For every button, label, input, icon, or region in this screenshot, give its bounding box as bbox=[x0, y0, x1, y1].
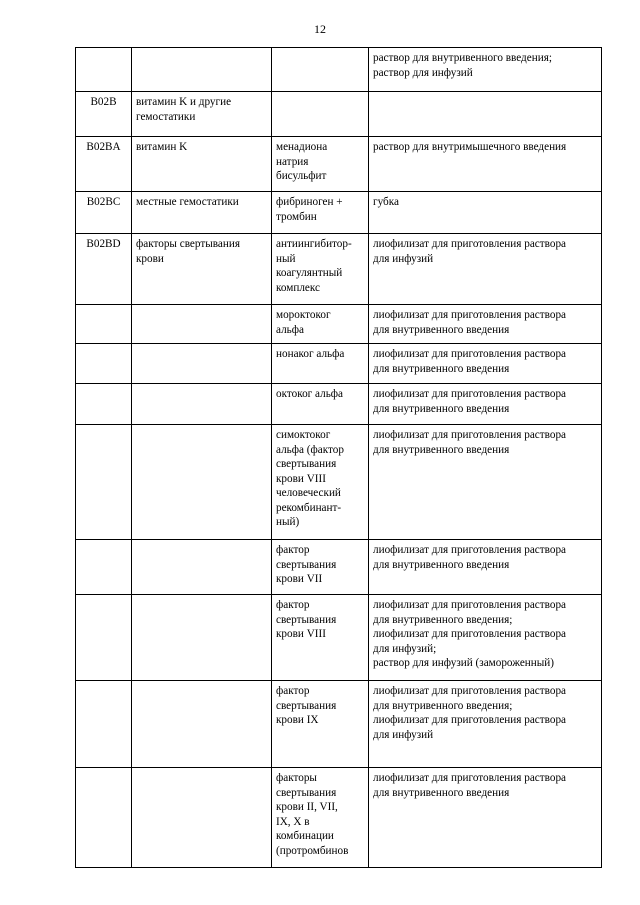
table-row bbox=[76, 305, 602, 344]
dosage-form: лиофилизат для приготовления раствора для внутривенного введения bbox=[369, 540, 602, 595]
group-name: витамин K bbox=[132, 137, 272, 192]
drug-name: антиингибитор- ный коагулянтный комплекс bbox=[272, 234, 369, 305]
table-row bbox=[76, 48, 602, 92]
group-name bbox=[132, 540, 272, 595]
drug-name: фибриноген + тромбин bbox=[272, 192, 369, 234]
atc-code bbox=[76, 540, 132, 595]
drug-name: фактор свертывания крови VII bbox=[272, 540, 369, 595]
drug-name: нонаког альфа bbox=[272, 344, 369, 384]
table-row bbox=[76, 595, 602, 681]
table-row bbox=[76, 768, 602, 868]
drug-name bbox=[272, 48, 369, 92]
table-row bbox=[76, 384, 602, 425]
table-row bbox=[76, 681, 602, 768]
page-number: 12 bbox=[314, 22, 326, 36]
dosage-form: раствор для внутримышечного введения bbox=[369, 137, 602, 192]
drug-name: фактор свертывания крови VIII bbox=[272, 595, 369, 681]
group-name bbox=[132, 305, 272, 344]
group-name: витамин K и другие гемостатики bbox=[132, 92, 272, 137]
dosage-form: раствор для внутривенного введения; раствор для инфузий bbox=[369, 48, 602, 92]
atc-code bbox=[76, 681, 132, 768]
drug-name: симоктоког альфа (фактор свертывания крови VIII человеческий рекомбинант- ный) bbox=[272, 425, 369, 540]
drug-name: факторы свертывания крови II, VII, IX, X в комбинации (протромбинов bbox=[272, 768, 369, 868]
dosage-form: лиофилизат для приготовления раствора для внутривенного введения bbox=[369, 425, 602, 540]
atc-code bbox=[76, 48, 132, 92]
table-row bbox=[76, 540, 602, 595]
dosage-form: лиофилизат для приготовления раствора для внутривенного введения bbox=[369, 344, 602, 384]
group-name: факторы свертывания крови bbox=[132, 234, 272, 305]
drug-name: мороктоког альфа bbox=[272, 305, 369, 344]
atc-code bbox=[76, 768, 132, 868]
atc-code: B02BD bbox=[76, 234, 132, 305]
group-name bbox=[132, 595, 272, 681]
table-row bbox=[76, 92, 602, 137]
group-name bbox=[132, 344, 272, 384]
dosage-form: губка bbox=[369, 192, 602, 234]
atc-code bbox=[76, 425, 132, 540]
group-name: местные гемостатики bbox=[132, 192, 272, 234]
group-name bbox=[132, 768, 272, 868]
atc-code: B02BA bbox=[76, 137, 132, 192]
atc-code: B02B bbox=[76, 92, 132, 137]
atc-code bbox=[76, 384, 132, 425]
atc-code: B02BC bbox=[76, 192, 132, 234]
dosage-form: лиофилизат для приготовления раствора для внутривенного введения bbox=[369, 305, 602, 344]
table-row bbox=[76, 137, 602, 192]
atc-code bbox=[76, 305, 132, 344]
table-row bbox=[76, 425, 602, 540]
dosage-form: лиофилизат для приготовления раствора для внутривенного введения; лиофилизат для приготовления раствора для инфузий bbox=[369, 681, 602, 768]
table-row bbox=[76, 344, 602, 384]
drug-name bbox=[272, 92, 369, 137]
drug-name: менадиона натрия бисульфит bbox=[272, 137, 369, 192]
dosage-form: лиофилизат для приготовления раствора для внутривенного введения; лиофилизат для приготовления раствора для инфузий; раствор для инфузий (замороженный) bbox=[369, 595, 602, 681]
dosage-form bbox=[369, 92, 602, 137]
table-row bbox=[76, 192, 602, 234]
dosage-form: лиофилизат для приготовления раствора для внутривенного введения bbox=[369, 384, 602, 425]
group-name bbox=[132, 681, 272, 768]
drug-name: октоког альфа bbox=[272, 384, 369, 425]
drug-name: фактор свертывания крови IX bbox=[272, 681, 369, 768]
dosage-form: лиофилизат для приготовления раствора для инфузий bbox=[369, 234, 602, 305]
dosage-form: лиофилизат для приготовления раствора для внутривенного введения bbox=[369, 768, 602, 868]
group-name bbox=[132, 425, 272, 540]
table-row bbox=[76, 234, 602, 305]
group-name bbox=[132, 384, 272, 425]
atc-code bbox=[76, 344, 132, 384]
atc-code bbox=[76, 595, 132, 681]
group-name bbox=[132, 48, 272, 92]
drug-table bbox=[75, 47, 602, 868]
